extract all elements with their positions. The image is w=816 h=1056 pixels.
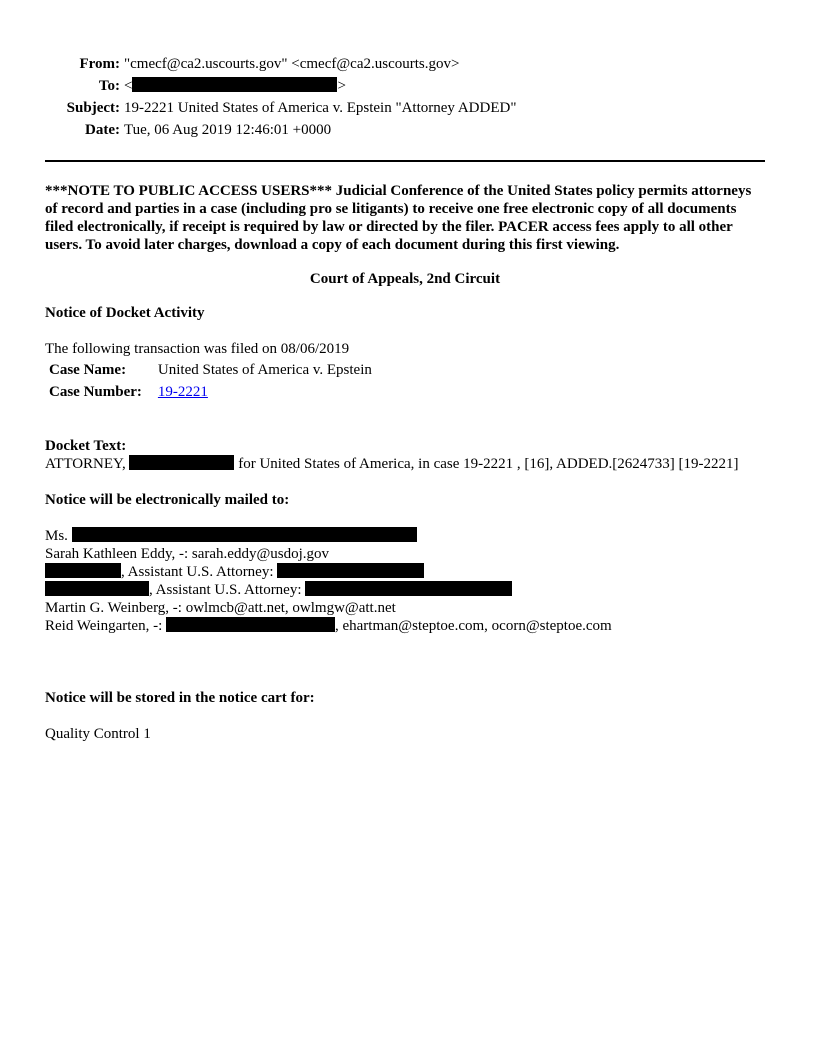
filed-text: The following transaction was filed on 08/06/2019 [45, 341, 350, 357]
recipient-prefix: Reid Weingarten, -: [45, 618, 166, 634]
redaction-bar [277, 563, 424, 578]
docket-prefix: ATTORNEY, [45, 456, 130, 472]
case-number-link[interactable]: 19-2221 [157, 384, 208, 400]
redaction-bar [45, 563, 121, 578]
subject-row [0, 97, 816, 119]
from-row [0, 53, 816, 75]
redaction-bar [129, 455, 234, 470]
to-suffix: > [337, 78, 346, 94]
docket-suffix: for United States of America, in case 19-2221 , [16], ADDED.[2624733] [19-2221] [234, 456, 739, 472]
redaction-bar [45, 581, 149, 596]
subject-value: 19-2221 United States of America v. Epstein "Attorney ADDED" [124, 100, 517, 116]
date-value: Tue, 06 Aug 2019 12:46:01 +0000 [124, 122, 332, 138]
header-divider [45, 160, 765, 162]
recipient-list [45, 527, 765, 635]
case-name-row [45, 359, 376, 381]
recipient-item [45, 527, 765, 545]
public-access-notice: ***NOTE TO PUBLIC ACCESS USERS*** Judicial Conference of the United States policy permits attorneys of record and parties in a case (including pro se litigants) to receive one free electronic copy of all documents filed electronically, if receipt is required by law or directed by the filer. PACER access fees apply to all other users. To avoid later charges, download a copy of each document during this first viewing. [45, 183, 752, 253]
recipient-role: , Assistant U.S. Attorney: [149, 582, 306, 598]
recipient-item: Martin G. Weinberg, -: owlmcb@att.net, owlmgw@att.net [45, 600, 396, 616]
recipient-emails: , ehartman@steptoe.com, ocorn@steptoe.com [334, 618, 612, 634]
to-label: To: [98, 78, 120, 94]
recipient-item: Sarah Kathleen Eddy, -: sarah.eddy@usdoj.gov [45, 546, 330, 562]
notice-title: Notice of Docket Activity [45, 305, 205, 321]
case-info-table [45, 359, 376, 403]
case-name-label: Case Name: [49, 362, 127, 378]
to-value [124, 75, 346, 97]
redaction-bar [166, 617, 335, 632]
redaction-bar [72, 527, 417, 542]
docket-text [45, 455, 765, 473]
redaction-bar [305, 581, 512, 596]
mailed-to-label: Notice will be electronically mailed to: [45, 492, 290, 508]
email-header [0, 53, 816, 141]
notice-cart-value: Quality Control 1 [45, 726, 151, 742]
recipient-prefix: Ms. [45, 528, 72, 544]
date-row [0, 119, 816, 141]
case-name-value: United States of America v. Epstein [157, 362, 372, 378]
to-prefix: < [124, 78, 133, 94]
to-row [0, 75, 816, 97]
email-body [45, 182, 765, 743]
court-name: Court of Appeals, 2nd Circuit [309, 271, 501, 287]
case-number-cell [154, 381, 376, 403]
case-number-label: Case Number: [49, 384, 142, 400]
recipient-item [45, 581, 765, 599]
redaction-bar [132, 77, 337, 92]
recipient-item [45, 563, 765, 581]
from-value: "cmecf@ca2.uscourts.gov" <cmecf@ca2.uscourts.gov> [124, 56, 460, 72]
docket-text-label: Docket Text: [45, 438, 127, 454]
recipient-item [45, 617, 765, 635]
case-number-row [45, 381, 376, 403]
subject-label: Subject: [66, 100, 120, 116]
date-label: Date: [85, 122, 120, 138]
notice-cart-label: Notice will be stored in the notice cart for: [45, 690, 315, 706]
recipient-role: , Assistant U.S. Attorney: [121, 564, 278, 580]
from-label: From: [79, 56, 120, 72]
